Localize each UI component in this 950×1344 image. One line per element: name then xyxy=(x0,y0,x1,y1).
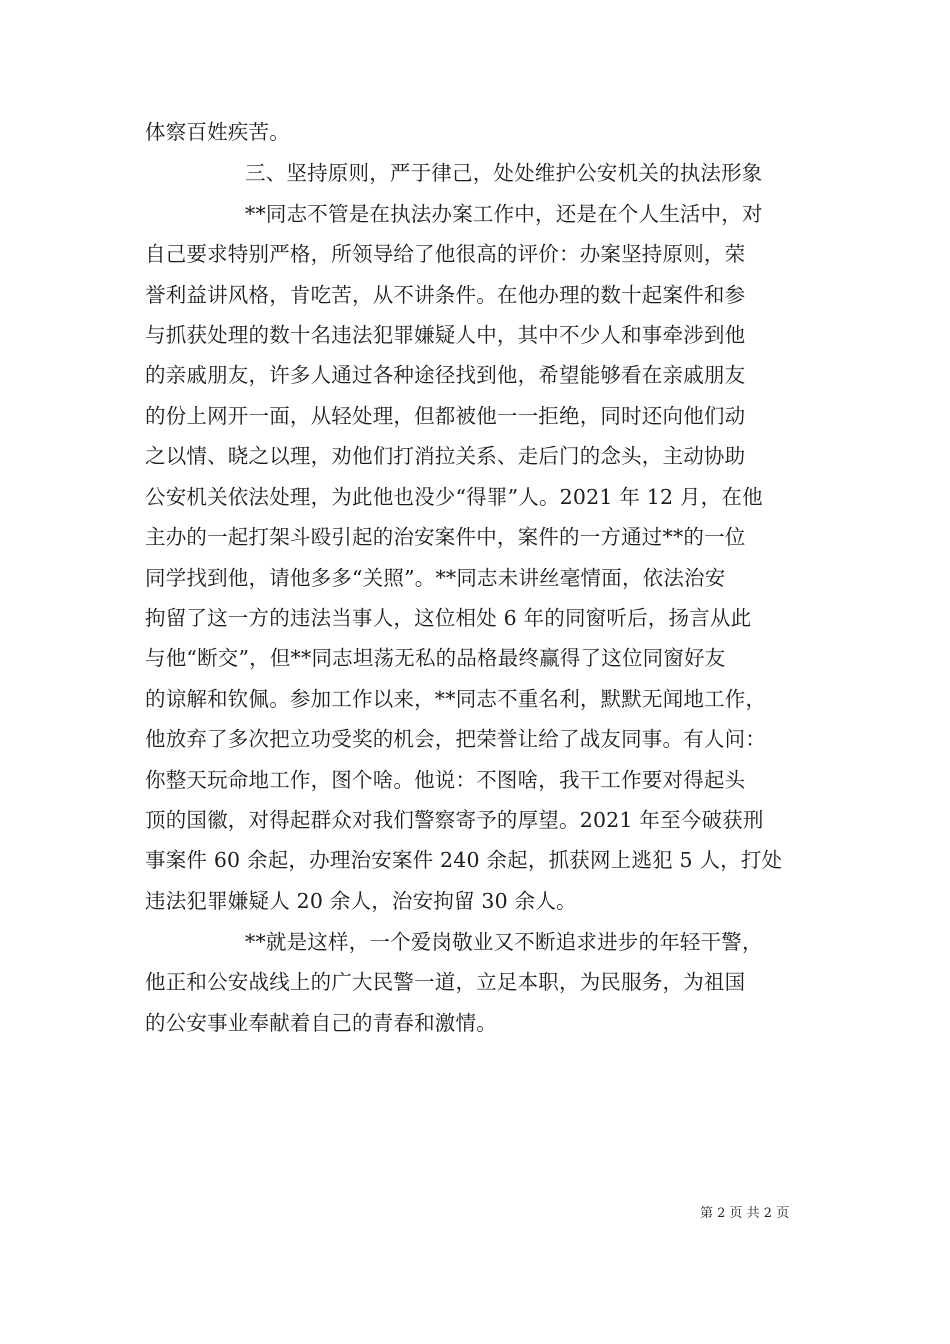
text-line-6: 与抓获处理的数十名违法犯罪嫌疑人中，其中不少人和事牵涉到他 xyxy=(145,323,746,347)
text-line-13: 拘留了这一方的违法当事人，这位相处 6 年的同窗听后，扬言从此 xyxy=(145,606,752,630)
text-line-11: 主办的一起打架斗殴引起的治安案件中，案件的一方通过**的一位 xyxy=(145,525,746,549)
paragraph-first-line: **同志不管是在执法办案工作中，还是在个人生活中，对 xyxy=(245,202,763,226)
text-line-15: 的谅解和钦佩。参加工作以来，**同志不重名利，默默无闻地工作， xyxy=(145,687,767,711)
text-line-12: 同学找到他，请他多多“关照”。**同志未讲丝毫情面，依法治安 xyxy=(145,566,726,590)
text-line-9: 之以情、晓之以理，劝他们打消拉关系、走后门的念头，主动协助 xyxy=(145,444,746,468)
text-line-8: 的份上网开一面，从轻处理，但都被他一一拒绝，同时还向他们动 xyxy=(145,404,746,428)
text-line-10: 公安机关依法处理，为此他也没少“得罪”人。2021 年 12 月，在他 xyxy=(145,485,763,509)
text-line-22: 他正和公安战线上的广大民警一道，立足本职，为民服务，为祖国 xyxy=(145,970,746,994)
text-line-4: 自己要求特别严格，所领导给了他很高的评价：办案坚持原则，荣 xyxy=(145,242,746,266)
closing-paragraph-first-line: **就是这样，一个爱岗敬业又不断追求进步的年轻干警， xyxy=(245,930,763,954)
text-line-16: 他放弃了多次把立功受奖的机会，把荣誉让给了战友同事。有人问： xyxy=(145,727,766,751)
text-line-7: 的亲戚朋友，许多人通过各种途径找到他，希望能够看在亲戚朋友 xyxy=(145,363,746,387)
text-line-20: 违法犯罪嫌疑人 20 余人，治安拘留 30 余人。 xyxy=(145,889,577,913)
text-line-18: 顶的国徽，对得起群众对我们警察寄予的厚望。2021 年至今破获刑 xyxy=(145,808,764,832)
page-number-footer: 第 2 页 共 2 页 xyxy=(700,1206,790,1221)
text-line-17: 你整天玩命地工作，图个啥。他说：不图啥，我干工作要对得起头 xyxy=(145,768,746,792)
text-line-5: 誉利益讲风格，肯吃苦，从不讲条件。在他办理的数十起案件和参 xyxy=(145,283,746,307)
text-line-19: 事案件 60 余起，办理治安案件 240 余起，抓获网上逃犯 5 人，打处 xyxy=(145,848,783,872)
text-line-14: 与他“断交”，但**同志坦荡无私的品格最终赢得了这位同窗好友 xyxy=(145,646,726,670)
text-line-1: 体察百姓疾苦。 xyxy=(145,120,290,144)
section-heading: 三、坚持原则，严于律己，处处维护公安机关的执法形象 xyxy=(245,161,763,185)
text-line-23: 的公安事业奉献着自己的青春和激情。 xyxy=(145,1011,497,1035)
